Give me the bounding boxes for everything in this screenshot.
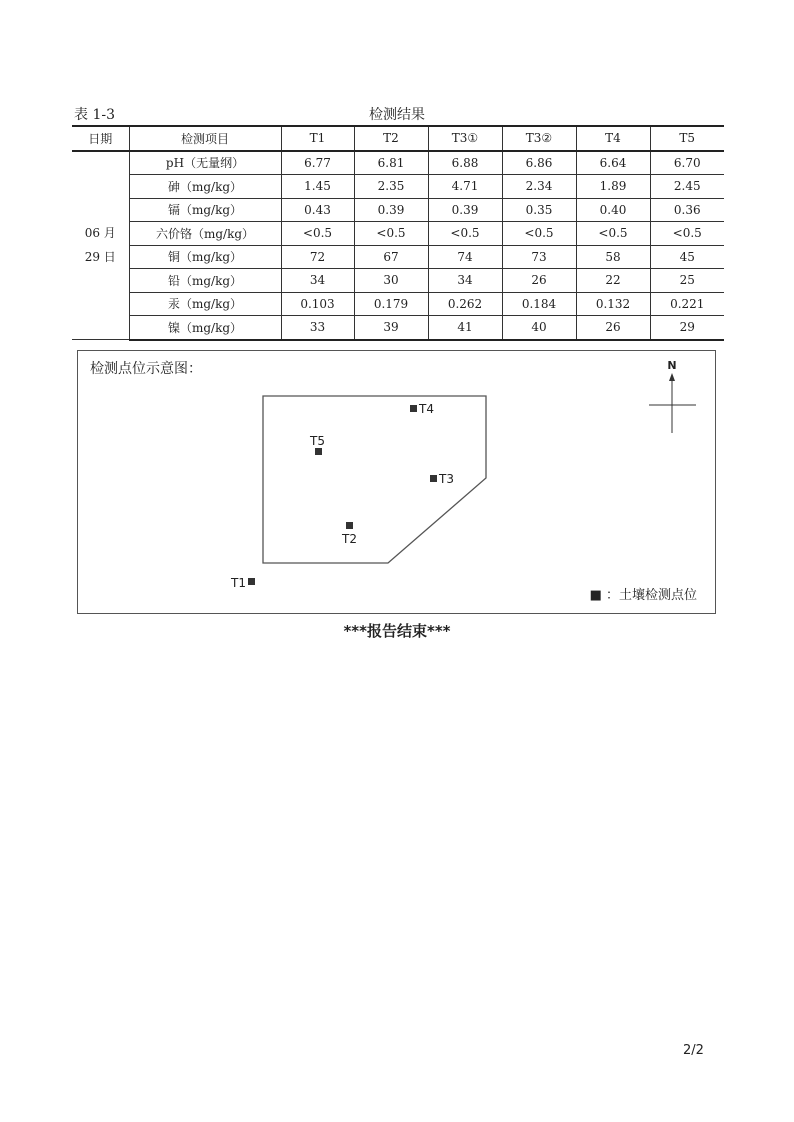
value-cell: 29 [650, 316, 724, 340]
value-cell: <0.5 [354, 222, 428, 246]
table-row [72, 292, 724, 316]
value-cell: <0.5 [576, 222, 650, 246]
value-cell: 6.81 [354, 151, 428, 175]
value-cell: 0.36 [650, 198, 724, 222]
header-cell: T2 [354, 126, 428, 151]
value-cell: 6.88 [428, 151, 502, 175]
point-label-t3: T3 [439, 472, 454, 486]
value-cell: 34 [281, 269, 354, 293]
value-cell: 58 [576, 245, 650, 269]
point-marker-t1 [248, 578, 255, 585]
table-row [72, 198, 724, 222]
value-cell: 1.89 [576, 175, 650, 199]
value-cell: 25 [650, 269, 724, 293]
header-cell: T3② [502, 126, 576, 151]
header-cell: T3① [428, 126, 502, 151]
value-cell: 45 [650, 245, 724, 269]
value-cell: 26 [576, 316, 650, 340]
date-month: 06 月 [84, 226, 116, 241]
point-label-t1: T1 [231, 576, 246, 590]
value-cell: 0.39 [354, 198, 428, 222]
point-label-t2: T2 [342, 532, 357, 546]
value-cell: 1.45 [281, 175, 354, 199]
north-arrow-icon [649, 373, 696, 433]
map-title: 检测点位示意图： [90, 361, 202, 377]
north-label: N [667, 359, 677, 372]
item-cell: 镉（mg/kg） [129, 198, 281, 222]
value-cell: 0.103 [281, 292, 354, 316]
value-cell: 0.132 [576, 292, 650, 316]
value-cell: <0.5 [650, 222, 724, 246]
header-row [72, 126, 724, 151]
value-cell: 2.34 [502, 175, 576, 199]
value-cell: 6.70 [650, 151, 724, 175]
value-cell: 34 [428, 269, 502, 293]
value-cell: 73 [502, 245, 576, 269]
value-cell: 33 [281, 316, 354, 340]
item-cell: 六价铬（mg/kg） [129, 222, 281, 246]
sampling-map [77, 350, 716, 614]
header-cell: T5 [650, 126, 724, 151]
value-cell: 0.43 [281, 198, 354, 222]
value-cell: 26 [502, 269, 576, 293]
date-day: 29 日 [84, 250, 116, 265]
value-cell: 72 [281, 245, 354, 269]
table-row [72, 245, 724, 269]
header-cell: T1 [281, 126, 354, 151]
report-end-text: ***报告结束*** [343, 622, 451, 640]
value-cell: 67 [354, 245, 428, 269]
value-cell: 0.262 [428, 292, 502, 316]
value-cell: <0.5 [502, 222, 576, 246]
page-number: 2/2 [683, 1043, 704, 1058]
map-legend [590, 584, 697, 603]
value-cell: <0.5 [281, 222, 354, 246]
date-cell [72, 151, 129, 340]
value-cell: 0.221 [650, 292, 724, 316]
table-caption: 检测结果 [369, 107, 425, 123]
item-cell: 铅（mg/kg） [129, 269, 281, 293]
point-label-t5: T5 [310, 434, 325, 448]
value-cell: 6.77 [281, 151, 354, 175]
value-cell: 41 [428, 316, 502, 340]
value-cell: 40 [502, 316, 576, 340]
table-row [72, 222, 724, 246]
value-cell: 0.184 [502, 292, 576, 316]
table-label: 表 1-3 [74, 107, 115, 123]
table-row [72, 151, 724, 175]
point-marker-t4 [410, 405, 417, 412]
header-cell: T4 [576, 126, 650, 151]
table-row [72, 316, 724, 340]
value-cell: 2.45 [650, 175, 724, 199]
value-cell: 30 [354, 269, 428, 293]
point-label-t4: T4 [419, 402, 434, 416]
value-cell: 0.40 [576, 198, 650, 222]
item-cell: 铜（mg/kg） [129, 245, 281, 269]
table-row [72, 175, 724, 199]
value-cell: 0.179 [354, 292, 428, 316]
item-cell: 砷（mg/kg） [129, 175, 281, 199]
header-cell: 日期 [72, 126, 129, 151]
point-marker-t3 [430, 475, 437, 482]
value-cell: 2.35 [354, 175, 428, 199]
value-cell: 74 [428, 245, 502, 269]
item-cell: 汞（mg/kg） [129, 292, 281, 316]
map-drawing [78, 351, 714, 612]
legend-text: ■ ：土壤检测点位 [589, 588, 697, 603]
item-cell: 镍（mg/kg） [129, 316, 281, 340]
point-marker-t2 [346, 522, 353, 529]
value-cell: 6.86 [502, 151, 576, 175]
table-row [72, 269, 724, 293]
results-table [72, 125, 724, 341]
point-marker-t5 [315, 448, 322, 455]
item-cell: pH（无量纲） [129, 151, 281, 175]
value-cell: 6.64 [576, 151, 650, 175]
value-cell: 4.71 [428, 175, 502, 199]
value-cell: <0.5 [428, 222, 502, 246]
value-cell: 0.39 [428, 198, 502, 222]
value-cell: 22 [576, 269, 650, 293]
header-cell: 检测项目 [129, 126, 281, 151]
value-cell: 39 [354, 316, 428, 340]
value-cell: 0.35 [502, 198, 576, 222]
